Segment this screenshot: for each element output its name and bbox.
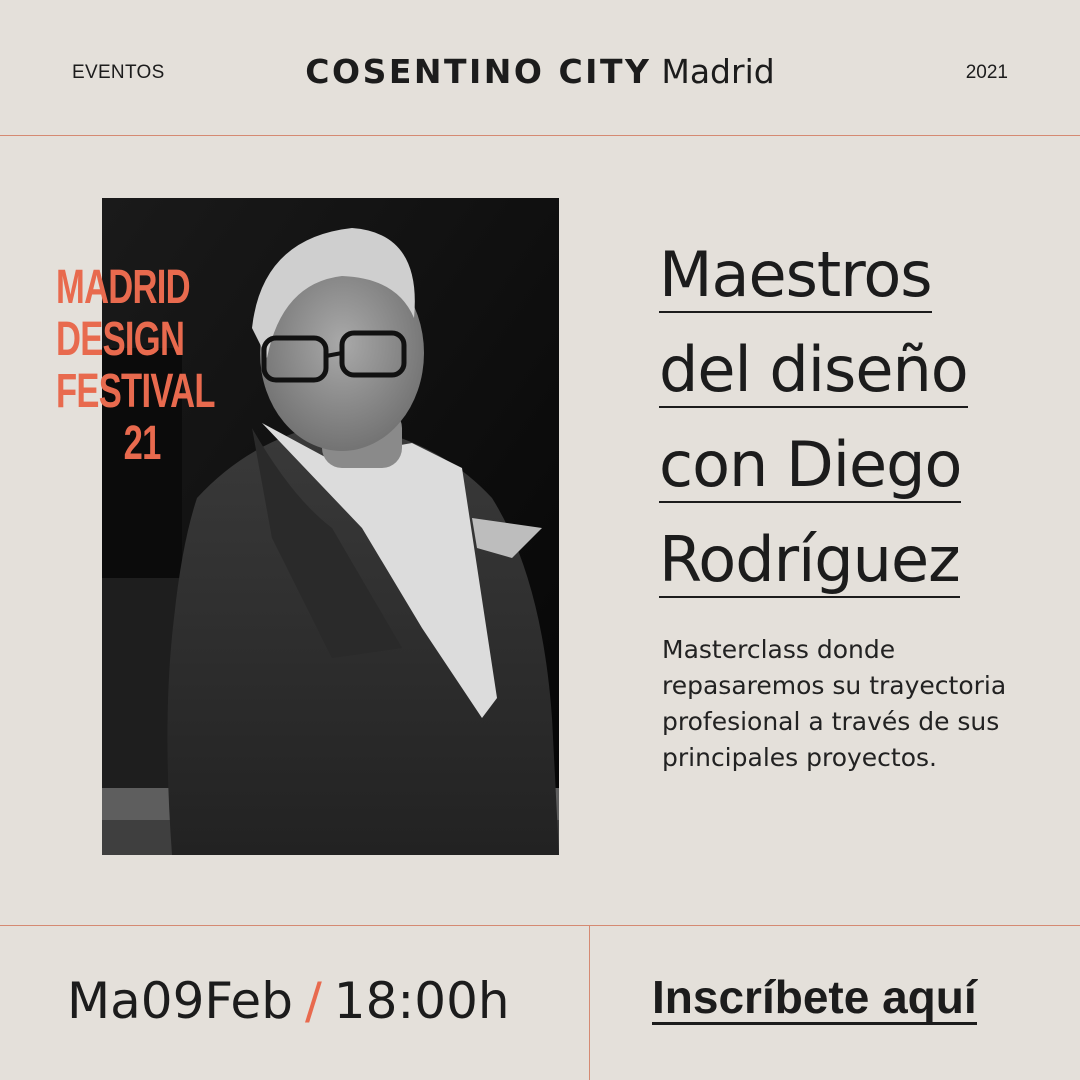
festival-logo-number: 21	[123, 417, 161, 470]
event-title-line: Maestros	[659, 238, 932, 311]
event-title	[659, 232, 1039, 612]
event-datetime	[67, 972, 510, 1030]
brand-city: Madrid	[661, 52, 775, 91]
festival-logo	[56, 261, 215, 470]
event-title-line: Rodríguez	[659, 523, 960, 596]
festival-logo-line: MADRID	[56, 261, 190, 314]
event-time: 18:00h	[333, 972, 510, 1030]
event-title-line: con Diego	[659, 428, 962, 501]
brand-name: COSENTINO CITY	[305, 52, 652, 91]
footer-divider	[0, 925, 1080, 926]
footer-column-divider	[589, 925, 590, 1080]
event-date: Ma09Feb	[67, 972, 293, 1030]
register-link[interactable]: Inscríbete aquí	[652, 971, 977, 1023]
year-label: 2021	[965, 62, 1008, 83]
header-divider	[0, 135, 1080, 136]
date-time-separator: /	[304, 972, 322, 1030]
event-title-line: del diseño	[659, 333, 968, 406]
brand-title	[0, 52, 1080, 91]
festival-logo-line: FESTIVAL	[56, 365, 215, 418]
festival-logo-line: DESIGN	[56, 313, 185, 366]
category-label: EVENTOS	[72, 62, 165, 83]
event-description: Masterclass donde repasaremos su trayectoria profesional a través de sus principales proyectos.	[662, 635, 1007, 772]
